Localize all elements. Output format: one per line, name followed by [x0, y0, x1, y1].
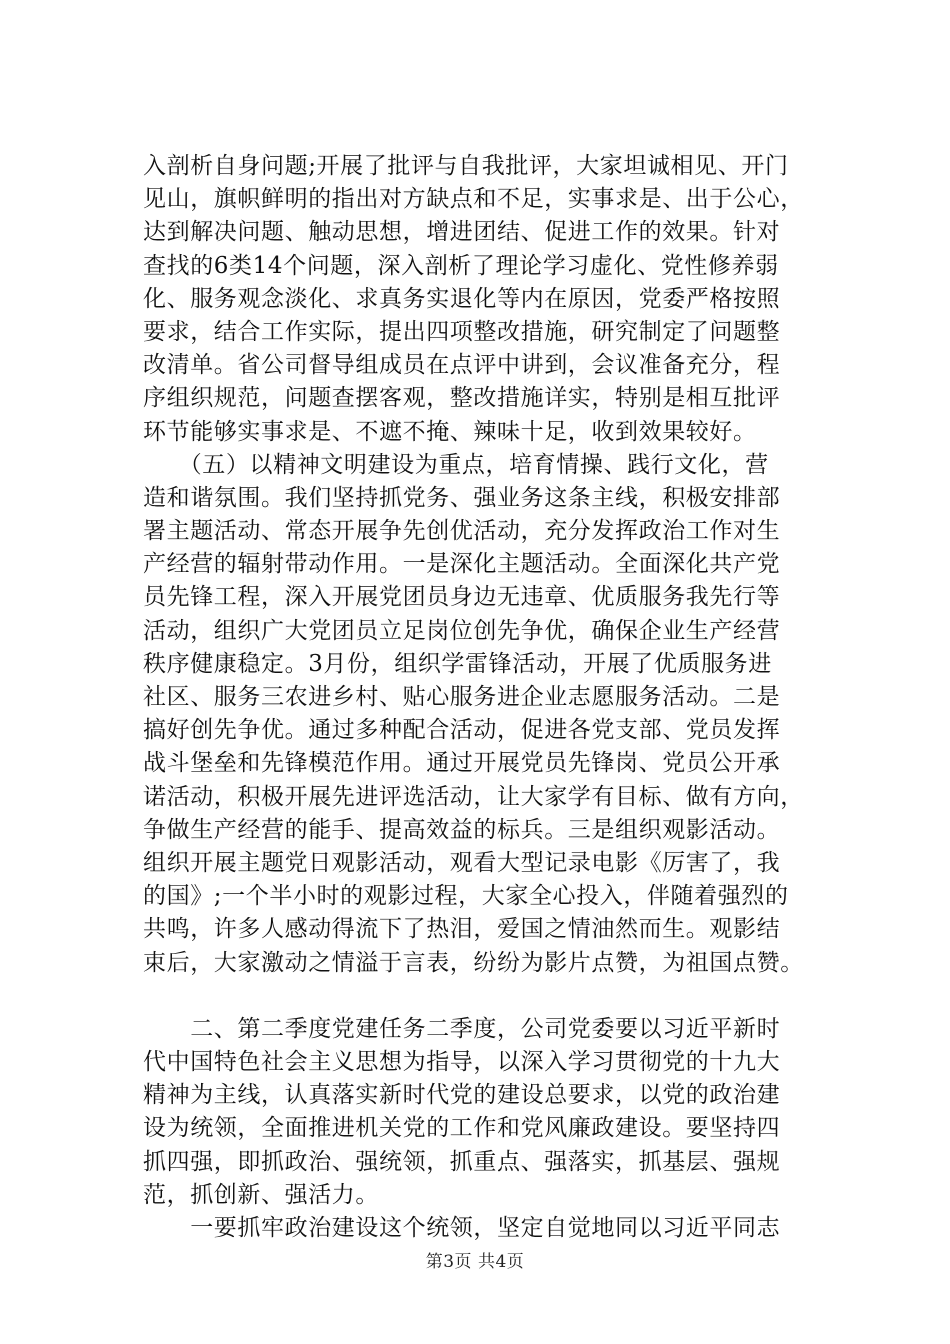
text-line: 见山，旗帜鲜明的指出对方缺点和不足，实事求是、出于公心， [143, 186, 804, 213]
blank-line [143, 980, 833, 1013]
text-line: 化、服务观念淡化、求真务实退化等内在原因，党委严格按照 [143, 285, 781, 312]
text-line: 束后，大家激动之情溢于言表，纷纷为影片点赞，为祖国点赞。 [143, 949, 804, 976]
text-line: 员先锋工程，深入开展党团员身边无违章、优质服务我先行等 [143, 584, 781, 611]
text-line: 秩序健康稳定。3月份，组织学雷锋活动，开展了优质服务进 [143, 650, 772, 677]
text-line: 范，抓创新、强活力。 [143, 1181, 379, 1208]
text-line: 查找的6类14个问题，深入剖析了理论学习虚化、党性修养弱 [143, 252, 779, 279]
text-line: 要求，结合工作实际，提出四项整改措施，研究制定了问题整 [143, 318, 781, 345]
text-line: 署主题活动、常态开展争先创优活动，充分发挥政治工作对生 [143, 518, 781, 545]
text-line: 环节能够实事求是、不遮不掩、辣味十足，收到效果较好。 [143, 418, 757, 445]
text-line: 一要抓牢政治建设这个统领，坚定自觉地同以习近平同志 [143, 1215, 781, 1241]
text-line: 搞好创先争优。通过多种配合活动，促进各党支部、党员发挥 [143, 717, 781, 744]
text-line: 共鸣，许多人感动得流下了热泪，爱国之情油然而生。观影结 [143, 916, 781, 943]
text-line: 达到解决问题、触动思想，增进团结、促进工作的效果。针对 [143, 219, 781, 246]
text-line: 入剖析自身问题;开展了批评与自我批评，大家坦诚相见、开门 [143, 153, 789, 179]
text-line: 抓四强，即抓政治、强统领，抓重点、强落实，抓基层、强规 [143, 1148, 781, 1175]
text-line: 争做生产经营的能手、提高效益的标兵。三是组织观影活动。 [143, 816, 781, 843]
text-line: 组织开展主题党日观影活动，观看大型记录电影《厉害了，我 [143, 849, 781, 876]
text-line: 的国》;一个半小时的观影过程，大家全心投入，伴随着强烈的 [143, 883, 789, 910]
page-footer: 第3页 共4页 [425, 1252, 525, 1272]
document-body [143, 150, 833, 1245]
text-line: 二、第二季度党建任务二季度，公司党委要以习近平新时 [143, 1015, 781, 1042]
text-line: 活动，组织广大党团员立足岗位创先争优，确保企业生产经营 [143, 617, 781, 644]
text-line: 改清单。省公司督导组成员在点评中讲到，会议准备充分，程 [143, 352, 781, 379]
text-line: （五）以精神文明建设为重点，培育情操、践行文化，营 [143, 451, 769, 478]
text-line: 社区、服务三农进乡村、贴心服务进企业志愿服务活动。二是 [143, 684, 781, 710]
text-line: 序组织规范，问题查摆客观，整改措施详实，特别是相互批评 [143, 385, 781, 412]
text-line: 诺活动，积极开展先进评选活动，让大家学有目标、做有方向， [143, 783, 804, 810]
text-line: 代中国特色社会主义思想为指导，以深入学习贯彻党的十九大 [143, 1049, 781, 1076]
text-line: 设为统领，全面推进机关党的工作和党风廉政建设。要坚持四 [143, 1115, 781, 1142]
text-line: 战斗堡垒和先锋模范作用。通过开展党员先锋岗、党员公开承 [143, 750, 781, 777]
text-line: 产经营的辐射带动作用。一是深化主题活动。全面深化共产党 [143, 551, 781, 578]
text-line: 造和谐氛围。我们坚持抓党务、强业务这条主线，积极安排部 [143, 484, 781, 511]
text-line: 精神为主线，认真落实新时代党的建设总要求，以党的政治建 [143, 1082, 781, 1109]
